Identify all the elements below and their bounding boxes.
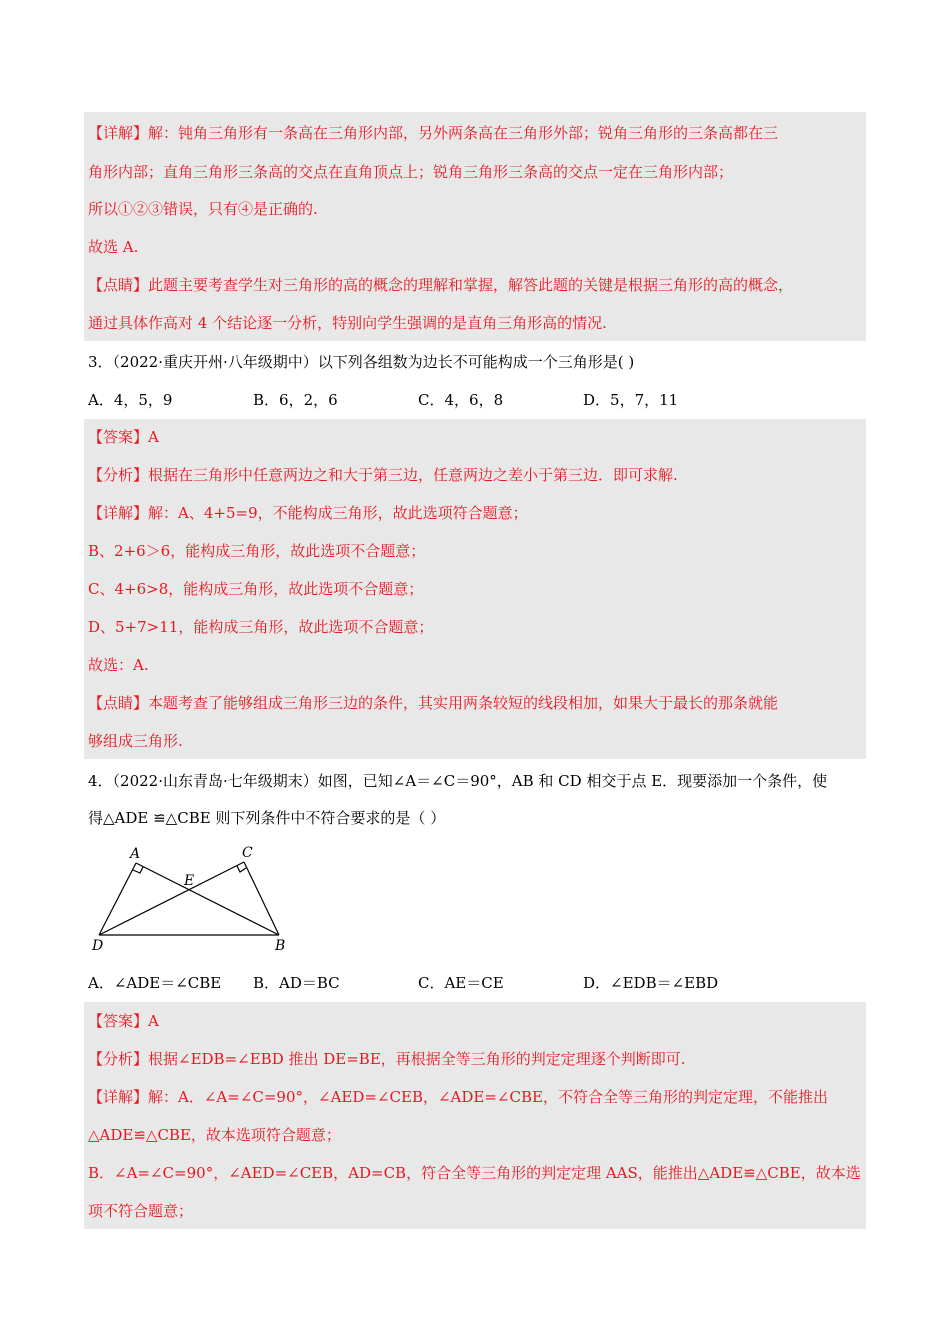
question-3-stem: 3．（2022·重庆开州·八年级期中）以下列各组数为边长不可能构成一个三角形是( ) bbox=[88, 353, 635, 371]
detail-b-2: 项不符合题意； bbox=[88, 1202, 194, 1220]
q4-option-a: A．∠ADE＝∠CBE bbox=[88, 974, 222, 992]
analysis-text: 根据在三角形中任意两边之和大于第三边，任意两边之差小于第三边．即可求解. bbox=[148, 466, 678, 484]
detail-line-2: △ADE≌△CBE，故本选项符合题意； bbox=[88, 1126, 341, 1144]
answer-tag: 【答案】 bbox=[88, 1012, 149, 1030]
question-4-stem-1: 4．（2022·山东青岛·七年级期末）如图，已知∠A＝∠C＝90°，AB 和 CD 相交于点 E．现要添加一个条件，使 bbox=[88, 772, 828, 790]
question-4-stem-2: 得△ADE ≌△CBE 则下列条件中不符合要求的是（ ） bbox=[88, 809, 446, 827]
segment-cb bbox=[244, 862, 279, 935]
note-text: 本题考查了能够组成三角形三边的条件，其实用两条较短的线段相加，如果大于最长的那条就能 bbox=[148, 694, 779, 712]
detail-text: 解：钝角三角形有一条高在三角形内部，另外两条高在三角形外部；锐角三角形的三条高都在三 bbox=[148, 124, 779, 142]
q4-option-c: C．AE＝CE bbox=[418, 974, 504, 992]
label-b: B bbox=[275, 938, 286, 954]
detail-tag: 【详解】 bbox=[88, 124, 149, 142]
detail-line-1 bbox=[88, 123, 778, 143]
label-c: C bbox=[242, 845, 253, 861]
conclusion: 故选：A. bbox=[88, 656, 149, 674]
q3-option-a: A．4，5，9 bbox=[88, 391, 173, 409]
detail-b: B、2+6＞6，能构成三角形，故此选项不合题意； bbox=[88, 542, 426, 560]
q3-option-d: D．5，7，11 bbox=[583, 391, 679, 409]
detail-text: 解：A．∠A=∠C=90°，∠AED=∠CEB，∠ADE=∠CBE，不符合全等三角形的判定定理，不能推出 bbox=[148, 1088, 828, 1106]
segment-ab bbox=[136, 863, 279, 935]
label-e: E bbox=[184, 873, 195, 889]
q3-option-c: C．4，6，8 bbox=[418, 391, 504, 409]
note-line-1 bbox=[88, 275, 793, 295]
note-text: 此题主要考查学生对三角形的高的概念的理解和掌握，解答此题的关键是根据三角形的高的概念， bbox=[148, 276, 794, 294]
segment-dc bbox=[99, 862, 244, 935]
answer-line bbox=[88, 1011, 159, 1031]
label-d: D bbox=[92, 938, 104, 954]
right-angle-c-marker bbox=[237, 866, 246, 872]
answer-tag: 【答案】 bbox=[88, 428, 149, 446]
analysis-text: 根据∠EDB=∠EBD 推出 DE=BE，再根据全等三角形的判定定理逐个判断即可. bbox=[148, 1050, 686, 1068]
detail-line-2: 角形内部；直角三角形三条高的交点在直角顶点上；锐角三角形三条高的交点一定在三角形内部； bbox=[88, 163, 734, 181]
answer-line bbox=[88, 427, 159, 447]
note-line-1 bbox=[88, 693, 778, 713]
solution-block-q3 bbox=[84, 419, 866, 759]
detail-line bbox=[88, 1087, 828, 1107]
note-line-2: 够组成三角形. bbox=[88, 732, 183, 750]
label-a: A bbox=[130, 846, 141, 862]
solution-block-q4 bbox=[84, 1002, 866, 1229]
answer-value: A bbox=[148, 1012, 159, 1030]
answer-value: A bbox=[148, 428, 159, 446]
q4-option-b: B．AD＝BC bbox=[253, 974, 340, 992]
detail-c: C、4+6>8，能构成三角形，故此选项不合题意； bbox=[88, 580, 424, 598]
segment-da bbox=[99, 863, 136, 935]
triangle-figure bbox=[84, 840, 304, 960]
detail-tag: 【详解】 bbox=[88, 504, 149, 522]
q4-option-d: D．∠EDB＝∠EBD bbox=[583, 974, 719, 992]
solution-block-q2 bbox=[84, 112, 866, 341]
analysis-tag: 【分析】 bbox=[88, 466, 149, 484]
detail-line-3: 所以①②③错误，只有④是正确的. bbox=[88, 200, 318, 218]
note-tag: 【点睛】 bbox=[88, 694, 149, 712]
note-line-2: 通过具体作高对 4 个结论逐一分析，特别向学生强调的是直角三角形高的情况. bbox=[88, 314, 607, 332]
analysis-line bbox=[88, 465, 678, 485]
note-tag: 【点睛】 bbox=[88, 276, 149, 294]
detail-tag: 【详解】 bbox=[88, 1088, 149, 1106]
right-angle-a-marker bbox=[133, 867, 143, 873]
q3-option-b: B．6，2，6 bbox=[253, 391, 338, 409]
detail-b: B．∠A=∠C=90°，∠AED=∠CEB，AD=CB，符合全等三角形的判定定理 AAS，能推出△ADE≌△CBE，故本选 bbox=[88, 1164, 861, 1182]
analysis-tag: 【分析】 bbox=[88, 1050, 149, 1068]
detail-text: 解：A、4+5=9，不能构成三角形，故此选项符合题意； bbox=[148, 504, 528, 522]
detail-line bbox=[88, 503, 528, 523]
analysis-line bbox=[88, 1049, 686, 1069]
detail-d: D、5+7>11，能构成三角形，故此选项不合题意； bbox=[88, 618, 434, 636]
detail-line-4: 故选 A. bbox=[88, 238, 139, 256]
